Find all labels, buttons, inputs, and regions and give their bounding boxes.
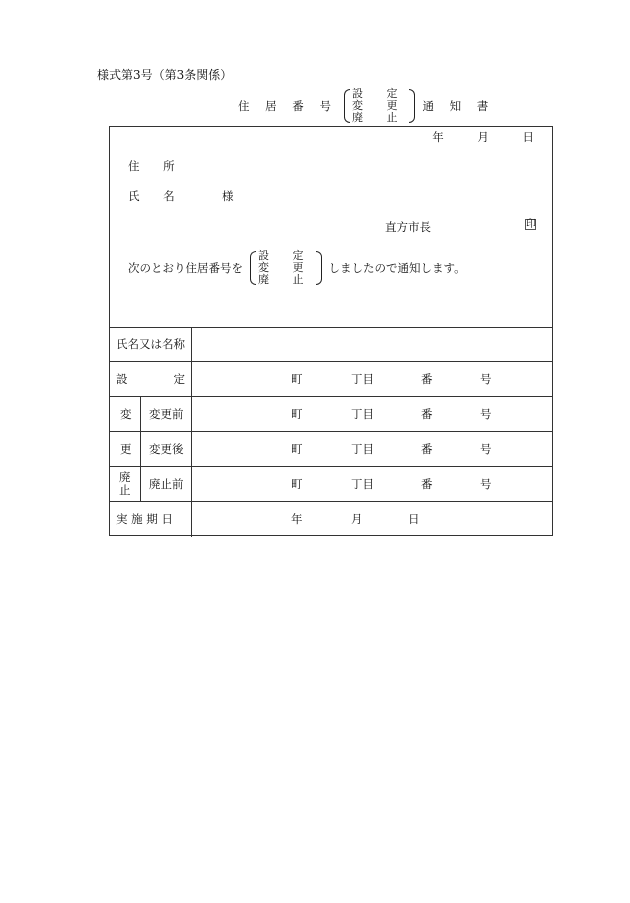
before-change-label: 変更前 <box>149 407 184 421</box>
notice-options-brace <box>249 250 323 286</box>
abolish-ban: 番 <box>421 477 433 491</box>
notice-option-change: 変 更 <box>258 261 314 274</box>
setting-go: 号 <box>480 372 492 386</box>
notice-option-abolish: 廃 止 <box>258 273 314 286</box>
issuer: 直方市長 <box>385 220 431 234</box>
setting-chome: 丁目 <box>351 372 374 386</box>
effective-month: 月 <box>351 512 363 526</box>
after-change-chome: 丁目 <box>351 442 374 456</box>
title-option-abolish: 廃 止 <box>351 111 408 124</box>
notice-body <box>128 248 466 288</box>
change-label-top: 変 <box>120 407 132 421</box>
table-row-after-change <box>110 432 552 467</box>
after-change-go: 号 <box>480 442 492 456</box>
abolish-go: 号 <box>480 477 492 491</box>
notice-option-set: 設 定 <box>258 249 314 262</box>
before-change-chome: 丁目 <box>351 407 374 421</box>
title-option-change: 変 更 <box>351 99 408 112</box>
honorific: 様 <box>222 189 234 203</box>
title-option-set: 設 定 <box>351 87 408 100</box>
before-abolish-label: 廃止前 <box>149 477 184 491</box>
setting-ban: 番 <box>421 372 433 386</box>
title-options-brace <box>343 88 417 124</box>
notice-section <box>110 127 552 328</box>
effective-day: 日 <box>408 512 420 526</box>
issue-date <box>404 129 534 145</box>
notice-prefix: 次のとおり住居番号を <box>128 261 243 275</box>
abolish-town: 町 <box>291 477 303 491</box>
after-change-label: 変更後 <box>149 442 184 456</box>
title-suffix: 通 知 書 <box>422 99 495 113</box>
table-row-setting <box>110 362 552 397</box>
seal-mark: 印 <box>526 219 536 230</box>
setting-label: 設 定 <box>116 372 185 386</box>
notice-suffix: しましたので通知します。 <box>328 261 466 275</box>
effective-year: 年 <box>291 512 303 526</box>
effective-date-label: 実 施 期 日 <box>116 512 173 526</box>
change-label-bottom: 更 <box>120 442 132 456</box>
name-label: 氏 名 <box>128 189 185 203</box>
after-change-ban: 番 <box>421 442 433 456</box>
form-frame <box>109 126 553 536</box>
setting-town: 町 <box>291 372 303 386</box>
title-prefix: 住 居 番 号 <box>238 99 337 113</box>
abolish-label: 廃止 <box>119 470 131 497</box>
document-title <box>238 86 494 126</box>
after-change-town: 町 <box>291 442 303 456</box>
table-row-effective-date <box>110 502 552 537</box>
before-change-town: 町 <box>291 407 303 421</box>
table-row-abolish <box>110 467 552 502</box>
before-change-go: 号 <box>480 407 492 421</box>
date-year-label: 年 <box>432 130 444 144</box>
name-row-label: 氏名又は名称 <box>116 337 185 351</box>
before-change-ban: 番 <box>421 407 433 421</box>
table-row-before-change <box>110 397 552 432</box>
abolish-chome: 丁目 <box>351 477 374 491</box>
date-month-label: 月 <box>477 130 489 144</box>
form-number: 様式第3号（第3条関係） <box>97 68 233 82</box>
date-day-label: 日 <box>522 130 534 144</box>
table-row-name <box>110 327 552 362</box>
address-label: 住 所 <box>128 159 185 173</box>
recipient-name <box>128 188 234 204</box>
